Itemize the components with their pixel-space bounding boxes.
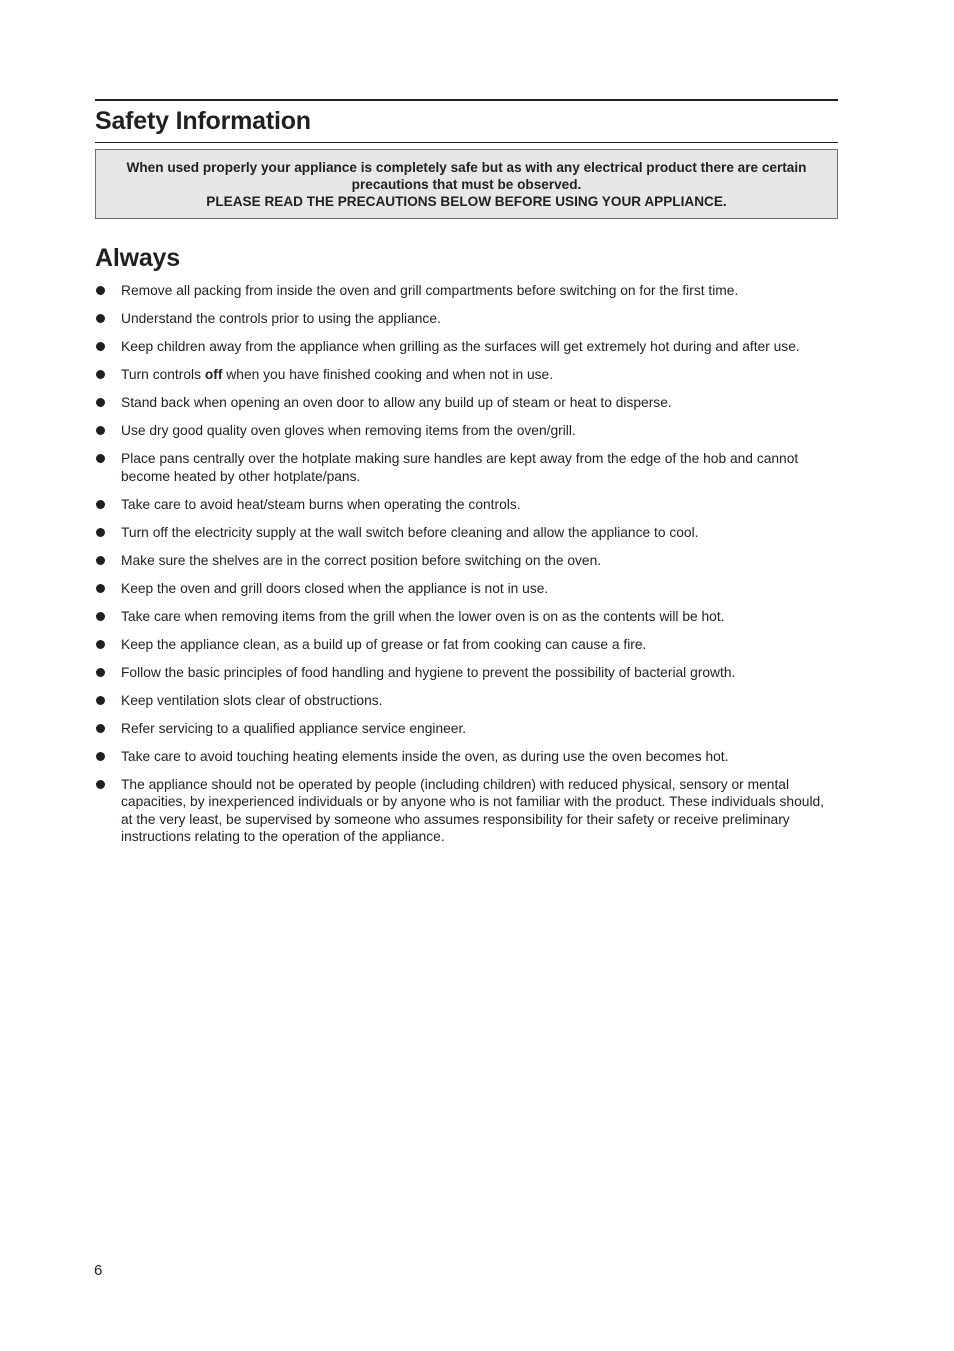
bullet-icon <box>96 342 105 351</box>
list-item-text: Make sure the shelves are in the correct position before switching on the oven. <box>121 552 602 568</box>
bullet-icon <box>96 398 105 407</box>
bullet-icon <box>96 500 105 509</box>
bullet-icon <box>96 612 105 621</box>
bullet-icon <box>96 752 105 761</box>
list-item-text: The appliance should not be operated by people (including children) with reduced physical, sensory or mental capacities, by inexperienced individuals or by anyone who is not familiar with the product. These individuals should, at the very least, be supervised by someone who assumes responsibility for their safety or receive preliminary instructions relating to the operation of the appliance. <box>121 776 825 844</box>
list-item <box>95 608 838 626</box>
bullet-icon <box>96 286 105 295</box>
list-item <box>95 720 838 738</box>
list-item-text: Keep children away from the appliance when grilling as the surfaces will get extremely hot during and after use. <box>121 339 800 354</box>
page-number: 6 <box>94 1262 103 1279</box>
list-item-text: Keep the oven and grill doors closed when the appliance is not in use. <box>121 580 549 596</box>
bullet-icon <box>96 454 105 463</box>
list-item <box>95 692 838 710</box>
bullet-icon <box>96 370 105 379</box>
bullet-icon <box>96 696 105 705</box>
list-item-text: Understand the controls prior to using the appliance. <box>121 311 441 326</box>
list-item-text: Refer servicing to a qualified appliance service engineer. <box>121 720 467 736</box>
bullet-icon <box>96 314 105 323</box>
bullet-icon <box>96 584 105 593</box>
list-item-text-part: when you have finished cooking and when not in use. <box>222 367 554 382</box>
list-item <box>95 282 838 300</box>
list-item <box>95 664 838 682</box>
bullet-icon <box>96 426 105 435</box>
list-item-text: Take care to avoid touching heating elements inside the oven, as during use the oven becomes hot. <box>121 748 729 764</box>
list-item-text: Use dry good quality oven gloves when removing items from the oven/grill. <box>121 423 576 438</box>
list-item-text: Keep ventilation slots clear of obstructions. <box>121 692 383 708</box>
list-item-text: Keep the appliance clean, as a build up of grease or fat from cooking can cause a fire. <box>121 636 647 652</box>
bullet-icon <box>96 780 105 789</box>
list-item-text: Place pans centrally over the hotplate making sure handles are kept away from the edge of the hob and cannot become heated by other hotplate/pans. <box>121 451 799 484</box>
list-item-text: Turn off the electricity supply at the wall switch before cleaning and allow the appliance to cool. <box>121 524 699 540</box>
notice-warning: PLEASE READ THE PRECAUTIONS BELOW BEFORE USING YOUR APPLIANCE. <box>206 194 727 209</box>
list-item-text: Follow the basic principles of food handling and hygiene to prevent the possibility of bacterial growth. <box>121 664 736 680</box>
list-item-text <box>121 367 553 382</box>
list-item-emphasis: off <box>204 367 223 382</box>
list-item <box>95 366 838 384</box>
list-item <box>95 310 838 328</box>
list-item-text-part: Turn controls <box>121 367 205 382</box>
list-item <box>95 422 838 440</box>
bullet-icon <box>96 724 105 733</box>
top-rule <box>95 99 838 101</box>
list-item <box>95 748 838 766</box>
page-content <box>95 99 838 856</box>
list-item <box>95 580 838 598</box>
list-item <box>95 496 838 514</box>
notice-text: When used properly your appliance is completely safe but as with any electrical product there are certain precautions that must be observed. <box>126 160 807 192</box>
safety-notice-box <box>95 149 838 219</box>
page-title: Safety Information <box>95 107 311 135</box>
list-item <box>95 394 838 412</box>
list-item <box>95 450 838 485</box>
list-item <box>95 338 838 356</box>
bullet-icon <box>96 556 105 565</box>
safety-bullet-list <box>95 282 838 846</box>
list-item-text: Remove all packing from inside the oven and grill compartments before switching on for the first time. <box>121 283 739 298</box>
list-item <box>95 636 838 654</box>
list-item-text: Take care to avoid heat/steam burns when operating the controls. <box>121 496 521 512</box>
list-item <box>95 524 838 542</box>
bullet-icon <box>96 668 105 677</box>
list-item-text: Take care when removing items from the grill when the lower oven is on as the contents will be hot. <box>121 608 725 624</box>
list-item <box>95 776 838 846</box>
title-rule <box>95 142 838 143</box>
bullet-icon <box>96 528 105 537</box>
list-item-text: Stand back when opening an oven door to allow any build up of steam or heat to disperse. <box>121 395 672 410</box>
section-title-always: Always <box>95 244 180 272</box>
bullet-icon <box>96 640 105 649</box>
list-item <box>95 552 838 570</box>
